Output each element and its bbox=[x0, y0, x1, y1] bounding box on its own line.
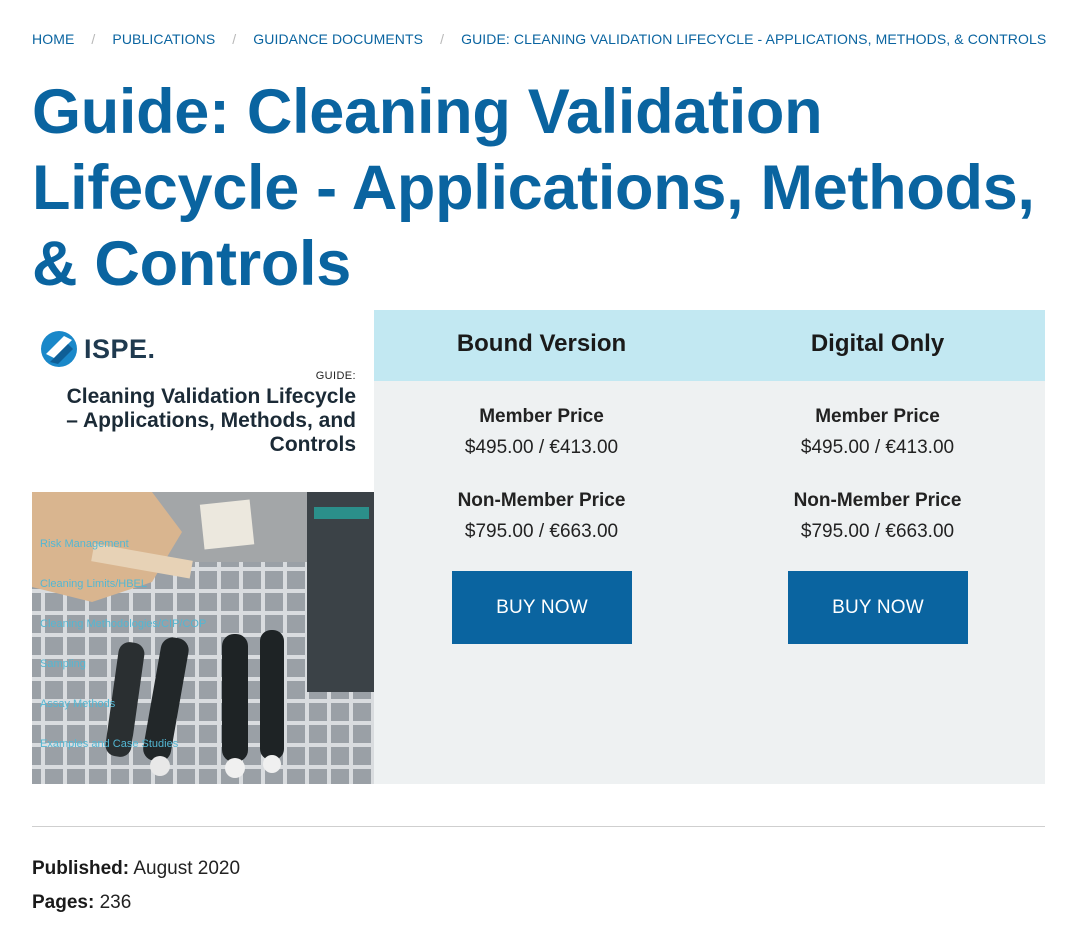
breadcrumb-publications-link[interactable]: PUBLICATIONS bbox=[112, 31, 216, 47]
breadcrumb bbox=[32, 31, 1046, 47]
pricing-panel bbox=[374, 310, 1045, 784]
nonmember-price-label: Non-Member Price bbox=[457, 490, 626, 511]
section-divider bbox=[32, 826, 1045, 827]
cover-topic: Cleaning Limits/HBEL bbox=[40, 578, 147, 590]
nonmember-price-value: $795.00 / €663.00 bbox=[800, 521, 955, 542]
published-info bbox=[32, 858, 240, 880]
ispe-logo-text: ISPE. bbox=[84, 333, 156, 364]
pricing-column-title: Bound Version bbox=[456, 330, 627, 357]
member-price-value: $495.00 / €413.00 bbox=[464, 437, 619, 458]
breadcrumb-home-link[interactable]: HOME bbox=[32, 31, 75, 47]
nonmember-price-label: Non-Member Price bbox=[793, 490, 962, 511]
breadcrumb-guidance-documents-link[interactable]: GUIDANCE DOCUMENTS bbox=[253, 31, 424, 47]
buy-now-button-bound[interactable]: BUY NOW bbox=[452, 571, 632, 644]
nonmember-price-value: $795.00 / €663.00 bbox=[464, 521, 619, 542]
pricing-column-title: Digital Only bbox=[810, 330, 945, 357]
ispe-logo bbox=[40, 330, 156, 368]
cover-topic: Risk Management bbox=[40, 538, 129, 550]
cover-photo bbox=[32, 492, 374, 784]
breadcrumb-current-page-link[interactable]: GUIDE: CLEANING VALIDATION LIFECYCLE - APPLICATIONS, METHODS, & CONTROLS bbox=[461, 31, 1047, 47]
pages-info bbox=[32, 892, 131, 914]
ispe-logo-icon bbox=[40, 330, 78, 368]
cover-topic: Examples and Case Studies bbox=[40, 738, 179, 750]
member-price-value: $495.00 / €413.00 bbox=[800, 437, 955, 458]
pages-value: 236 bbox=[99, 892, 132, 913]
cover-topic: Sampling bbox=[40, 658, 86, 670]
breadcrumb-separator: / bbox=[232, 31, 237, 47]
cover-topic: Cleaning Methodologies/CIP/COP bbox=[40, 618, 207, 630]
member-price-label: Member Price bbox=[815, 406, 940, 427]
cover-topics bbox=[40, 524, 206, 764]
cover-guide-label: GUIDE: bbox=[315, 370, 356, 382]
cover-topic: Assay Methods bbox=[40, 698, 116, 710]
breadcrumb-separator: / bbox=[91, 31, 96, 47]
published-label: Published: bbox=[32, 858, 130, 879]
cover-title: Cleaning Validation Lifecycle – Applications, Methods, and Controls bbox=[66, 385, 356, 456]
member-price-label: Member Price bbox=[479, 406, 604, 427]
breadcrumb-separator: / bbox=[440, 31, 445, 47]
page-title: Guide: Cleaning Validation Lifecycle - Applications, Methods, & Controls bbox=[32, 77, 1035, 299]
pages-label: Pages: bbox=[32, 892, 95, 913]
cover-image bbox=[32, 310, 374, 784]
published-value: August 2020 bbox=[133, 858, 241, 879]
buy-now-button-digital[interactable]: BUY NOW bbox=[788, 571, 968, 644]
